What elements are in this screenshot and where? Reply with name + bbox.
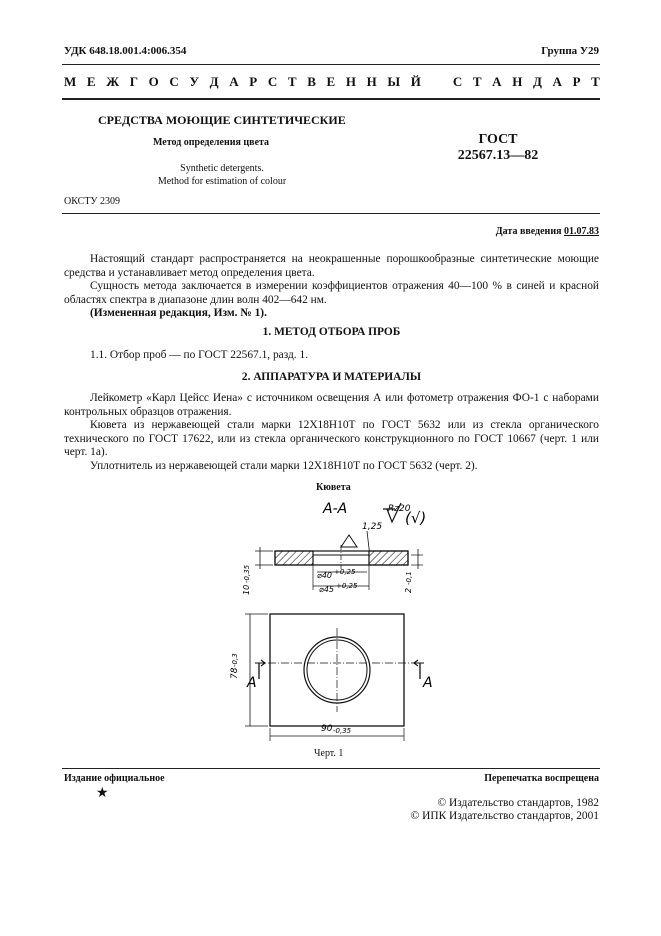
dim-78: 78 <box>230 667 240 679</box>
dim-10: 10 <box>242 584 251 595</box>
banner-letter: Г <box>129 74 139 89</box>
apparatus-paragraph: Уплотнитель из нержавеющей стали марки 12Х18Н10Т по ГОСТ 5632 (черт. 2). <box>90 459 478 472</box>
footer-rule <box>62 768 600 769</box>
banner-letter: С <box>267 74 278 89</box>
banner-letter: В <box>307 74 316 89</box>
banner-letter: А <box>552 74 562 89</box>
gost-block <box>448 132 548 164</box>
roughness-value: Rz20 <box>388 504 411 514</box>
banner-letter: С <box>169 74 179 89</box>
cut-arrow-right-icon <box>414 660 424 666</box>
banner-letter: М <box>64 74 77 89</box>
amendment-note: (Измененная редакция, Изм. № 1). <box>90 307 267 319</box>
banner-letter: Д <box>532 74 542 89</box>
cut-arrow-left-icon <box>255 660 265 666</box>
copyright-1982: © Издательство стандартов, 1982 <box>437 797 599 809</box>
apparatus-paragraph: Лейкометр «Карл Цейсс Иена» с источником освещения А или фотометр отражения ФО-1 с наборами контрольных образцов отражения. <box>64 392 599 418</box>
clause-1-1: 1.1. Отбор проб — по ГОСТ 22567.1, разд. 1. <box>90 349 309 361</box>
dim-90: 90 <box>321 724 333 734</box>
gost-number: 22567.13—82 <box>457 148 539 163</box>
banner-letter: Й <box>410 74 421 89</box>
intro-paragraph: Настоящий стандарт распространяется на неокрашенные порошкообразные синтетические моющие средства и устанавливает метод определения цвета. <box>64 253 599 279</box>
intro-date <box>496 226 599 237</box>
intro-date-label: Дата введения <box>495 226 562 237</box>
section-label: А-А <box>323 501 348 517</box>
banner-letter: Н <box>512 74 523 89</box>
title-ru: СРЕДСТВА МОЮЩИЕ СИНТЕТИЧЕСКИЕ <box>98 113 346 127</box>
tol-10: -0,35 <box>243 564 251 583</box>
dim-d45: ⌀45 <box>319 585 334 594</box>
banner-letter: Т <box>287 74 297 89</box>
dim-125: 1,25 <box>362 522 383 532</box>
udk-code: УДК 648.18.001.4:006.354 <box>64 45 187 57</box>
banner-letter: Т <box>472 74 482 89</box>
banner-letter: Р <box>572 74 581 89</box>
title-en-line2: Method for estimation of colour <box>157 176 287 187</box>
reprint-label: Перепечатка воспрещена <box>484 773 599 784</box>
banner-letter: Т <box>591 74 600 89</box>
banner-letter: Ж <box>106 74 120 89</box>
top-rule <box>62 64 600 65</box>
roughness-triangle-icon <box>341 535 357 547</box>
figure-caption: Черт. 1 <box>314 748 344 759</box>
okstu-rule <box>62 213 600 214</box>
banner-letter: О <box>148 74 159 89</box>
apparatus-paragraph: Кювета из нержавеющей стали марки 12Х18Н10Т по ГОСТ 5632 или из стекла органического технического по ГОСТ 17622, или из стекла органического конструкционного по ГОСТ 10667 (черт. 1 или черт. 1а). <box>64 419 599 458</box>
group-code: Группа У29 <box>541 45 599 57</box>
edition-label: Издание официальное <box>64 773 165 784</box>
tol-d40: +0,25 <box>334 568 356 576</box>
section-1-text <box>64 349 599 363</box>
dim-d40: ⌀40 <box>317 571 332 580</box>
tol-2: -0,1 <box>405 571 413 585</box>
banner-letter: Р <box>249 74 258 89</box>
gost-label: ГОСТ <box>478 132 518 147</box>
section-2-text <box>64 392 599 473</box>
dim-2: 2 <box>404 587 413 593</box>
subtitle-ru: Метод определения цвета <box>153 137 270 148</box>
intro-paragraph: Сущность метода заключается в измерении коэффициентов отражения 40—100 % в синей и красной областях спектра в диапазоне длин волн 402—642 нм. <box>64 280 599 306</box>
title-en <box>147 162 297 188</box>
cross-section <box>275 545 408 569</box>
section-1-title: 1. МЕТОД ОТБОРА ПРОБ <box>262 326 401 338</box>
figure-title: Кювета <box>316 482 351 493</box>
tol-78: -0,3 <box>231 653 239 667</box>
banner-letter: С <box>452 74 463 89</box>
banner-letter: У <box>189 74 199 89</box>
cut-label-right: А <box>423 675 433 691</box>
banner-rule <box>62 98 600 100</box>
banner-letter: Ы <box>387 74 401 89</box>
banner-letter: Н <box>345 74 356 89</box>
interstate-standard-banner <box>64 74 600 90</box>
tol-d45: +0,25 <box>336 582 358 590</box>
okstu-code: ОКСТУ 2309 <box>64 196 121 207</box>
banner-letter: Н <box>366 74 377 89</box>
banner-letter: Д <box>209 74 219 89</box>
intro-date-value: 01.07.83 <box>564 226 599 237</box>
title-en-line1: Synthetic detergents. <box>180 163 264 174</box>
banner-letter: Е <box>86 74 96 89</box>
cut-label-left: А <box>247 675 257 691</box>
cuvette-drawing <box>225 495 465 745</box>
tol-90: -0,35 <box>333 727 352 735</box>
intro-text <box>64 253 599 321</box>
banner-letter: Е <box>326 74 336 89</box>
section-2-title: 2. АППАРАТУРА И МАТЕРИАЛЫ <box>241 371 422 383</box>
copyright-2001: © ИПК Издательство стандартов, 2001 <box>410 810 599 822</box>
banner-letter: А <box>492 74 502 89</box>
plan-view <box>255 614 420 726</box>
star-icon: ★ <box>96 786 109 801</box>
banner-letter: А <box>229 74 239 89</box>
roughness-paren: (√) <box>405 509 427 527</box>
